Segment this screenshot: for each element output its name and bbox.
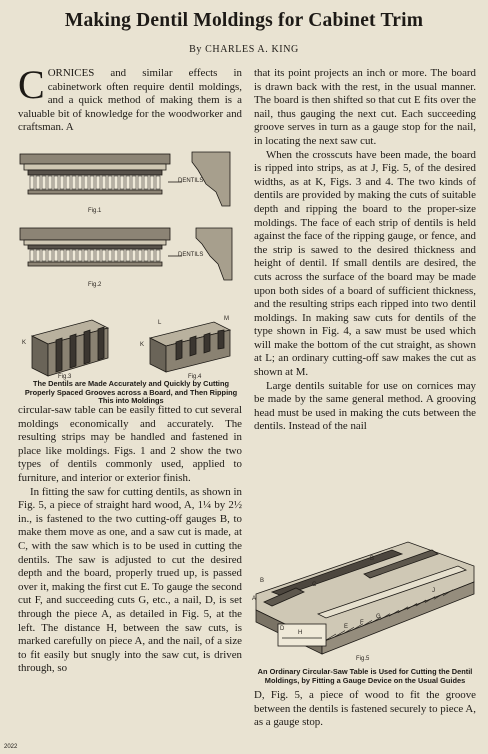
drop-cap: C: [18, 62, 45, 107]
fig4-label: Fig.4: [188, 374, 202, 380]
letter-f: F: [360, 620, 364, 626]
fig1-label: Fig.1: [88, 208, 102, 214]
letter-m: M: [224, 316, 229, 322]
fig2-label: Fig.2: [88, 282, 102, 288]
figure-caption-right: An Ordinary Circular-Saw Table is Used for Cutting the Dentil Moldings, by Fitting a Gauge Device on the Usual Guides: [257, 667, 473, 685]
letter-e: E: [344, 624, 349, 630]
saw-table-figure: [252, 522, 478, 664]
article-title: Making Dentil Moldings for Cabinet Trim: [64, 10, 424, 31]
fig5-label: Fig.5: [356, 656, 370, 662]
page-number: 2022: [4, 744, 18, 750]
intro-paragraph: [18, 62, 242, 135]
letter-k-fig3: K: [22, 340, 27, 346]
letter-j: J: [432, 588, 435, 594]
body-paragraph-5: Large dentils suitable for use on cornices may be made by the same general method. A grooving head must be used in making the cuts between the dentils. Instead of the nail: [254, 379, 476, 433]
body-paragraph-1: circular-saw table can be easily fitted to cut several moldings economically and accurately. The resulting strips may be handled and fastened in place like moldings. Figs. 1 and 2 show the two types of dentils commonly used, applied to furniture, and interior or exterior finish.: [18, 404, 242, 484]
article-byline: By CHARLES A. KING: [189, 44, 299, 55]
left-column-body: [18, 404, 242, 676]
right-column-body: [254, 67, 476, 434]
letter-l: L: [158, 320, 162, 326]
body-paragraph-3: that its point projects an inch or more. The board is drawn back with the rest, in the usual manner. The board is then shifted so that cut E fits over the nail, thus gauging the next cut. Each succeeding groove serves in turn as a gauge stop for the nail, in locating the next saw cut.: [254, 67, 476, 147]
letter-b-left: B: [260, 578, 265, 584]
dentil-figures: [18, 150, 242, 382]
letter-a: A: [252, 596, 257, 602]
right-column-end: [254, 689, 476, 730]
dentils-label-2: DENTILS: [178, 252, 204, 258]
body-paragraph-6: D, Fig. 5, a piece of wood to fit the groove between the dentils is fastened securely to piece A, as a gauge stop.: [254, 689, 476, 729]
left-column-intro: [18, 62, 242, 135]
intro-text: ORNICES and similar effects in cabinetwork often require dentil moldings, and a quick method of making them is a valuable bit of knowledge for the woodworker and craftsman. A: [18, 67, 242, 134]
dentil-figures-drawing: [18, 150, 242, 382]
letter-c: C: [312, 582, 317, 588]
letter-h: H: [298, 630, 303, 636]
fig3-block: [32, 320, 108, 376]
body-paragraph-2: In fitting the saw for cutting dentils, as shown in Fig. 5, a piece of straight hard wood, A, 1¼ by 2½ in., is fastened to the two cutting-off gauges B, to make them move as one, and a saw cut is made, at C, with the saw which is to be used in cutting the dentils. The saw is adjusted to cut the desired depth and the board, properly trued up, is passed over it, making the first cut E. To gauge the second cut F, and succeeding cuts G, etc., a nail, D, is set through the piece A, as detailed in Fig. 5, at the left. The distance H, between the saw cuts, is marked carefully on piece A, and the nail, of a size to fit easily but snugly into the saw cut, is driven through, so: [18, 485, 242, 675]
fig4-block: [150, 322, 230, 372]
letter-d: D: [280, 626, 285, 632]
dentils-label-1: DENTILS: [178, 178, 204, 184]
letter-b-right: B: [370, 556, 375, 562]
fig3-label: Fig.3: [58, 374, 72, 380]
saw-table-drawing: [252, 522, 478, 664]
body-paragraph-4: When the crosscuts have been made, the board is ripped into strips, as at J, Fig. 5, of the desired widths, as at K, Figs. 3 and 4. The two kinds of dentils are provided by making the cuts of suitable depth and ripping the board to the proper-size moldings. The face of each strip of dentils is held against the face of the ripping gauge, or fence, and the strip is sawed to the desired thickness and height of dentil. If small dentils are desired, the cuts across the surface of the board may be made upon both sides of a board of sufficient thickness, and the resulting strips each ripped into two dentil moldings. In making saw cuts for dentils of the type shown in Fig. 4, a saw must be used which will make the bottom of the cut straight, as shown at L; an ordinary cutting-off saw makes the cut as shown at M.: [254, 148, 476, 379]
figure-caption-left: The Dentils are Made Accurately and Quickly by Cutting Properly Spaced Grooves across a Board, and Then Ripping This into Moldings: [24, 379, 238, 406]
letter-g: G: [376, 614, 381, 620]
letter-k-fig4: K: [140, 342, 145, 348]
